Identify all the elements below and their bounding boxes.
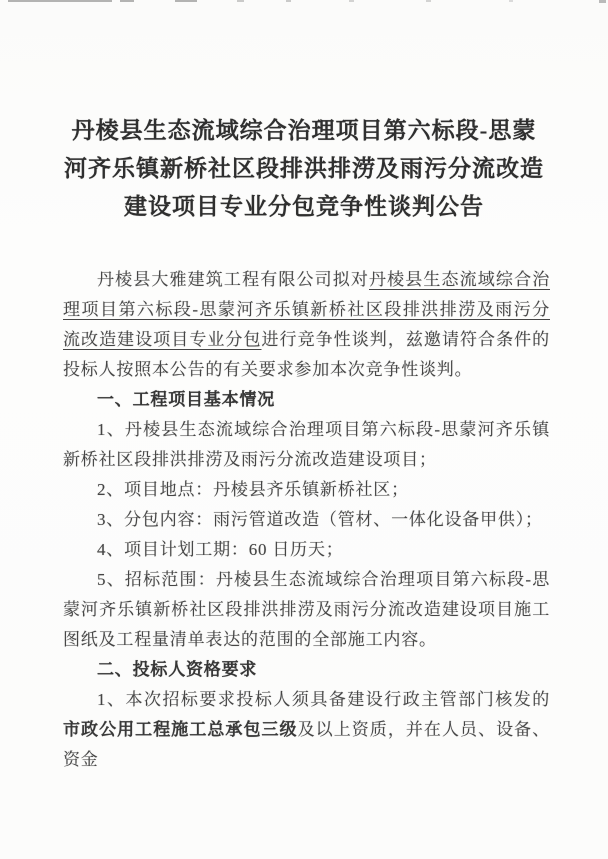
scan-speck: [237, 0, 244, 2]
scan-speck: [426, 0, 431, 2]
scan-speck: [286, 0, 291, 2]
item-planned-duration: 4、项目计划工期：60 日历天；: [97, 540, 344, 559]
item-project-name: 1、丹棱县生态流域综合治理项目第六标段-思蒙河齐乐镇新桥社区段排洪排涝及雨污分流改造建设项目；: [63, 420, 550, 469]
item-subcontract-content: 3、分包内容：雨污管道改造（管材、一体化设备甲供）；: [97, 510, 543, 529]
scan-speck: [120, 0, 134, 2]
qualification-tail-text: 及以上资质，并在人员、设备、资金: [63, 720, 551, 769]
scan-speck: [509, 0, 513, 2]
scan-speck: [349, 0, 354, 2]
intro-lead-text: 丹棱县大雅建筑工程有限公司拟对: [97, 270, 369, 289]
scan-speck: [175, 0, 197, 2]
qualification-grade-bold: 市政公用工程施工总承包三级: [63, 720, 298, 739]
scan-speck: [599, 0, 606, 3]
scan-speck: [8, 0, 112, 2]
qualification-paragraph: [63, 685, 550, 775]
announcement-title: [0, 112, 608, 226]
item-bid-scope: 5、招标范围：丹棱县生态流域综合治理项目第六标段-思蒙河齐乐镇新桥社区段排洪排涝及雨污分流改造建设项目施工图纸及工程量清单表达的范围的全部施工内容。: [63, 570, 550, 649]
item-project-location: 2、项目地点：丹棱县齐乐镇新桥社区；: [97, 480, 409, 499]
section-heading-bidder-qualification: 二、投标人资格要求: [97, 660, 258, 679]
document-body: [63, 265, 550, 775]
intro-paragraph: [63, 265, 550, 385]
intro-tail-text: 进行竞争性谈判，兹邀请符合条件的投标人按照本公告的有关要求参加本次竞争性谈判。: [63, 330, 550, 379]
title-line-2: 河齐乐镇新桥社区段排洪排涝及雨污分流改造: [64, 156, 544, 181]
title-line-3: 建设项目专业分包竞争性谈判公告: [124, 194, 484, 219]
section-heading-project-overview: 一、工程项目基本情况: [97, 390, 275, 409]
title-line-1: 丹棱县生态流域综合治理项目第六标段-思蒙: [71, 118, 537, 143]
qualification-lead-text: 1、本次招标要求投标人须具备建设行政主管部门核发的: [97, 690, 550, 709]
project-name-underlined: 丹棱县生态流域综合治理项目第六标段-思蒙河齐乐镇新桥社区段排洪排涝及雨污分流改造建设项目专业分包: [63, 270, 550, 349]
